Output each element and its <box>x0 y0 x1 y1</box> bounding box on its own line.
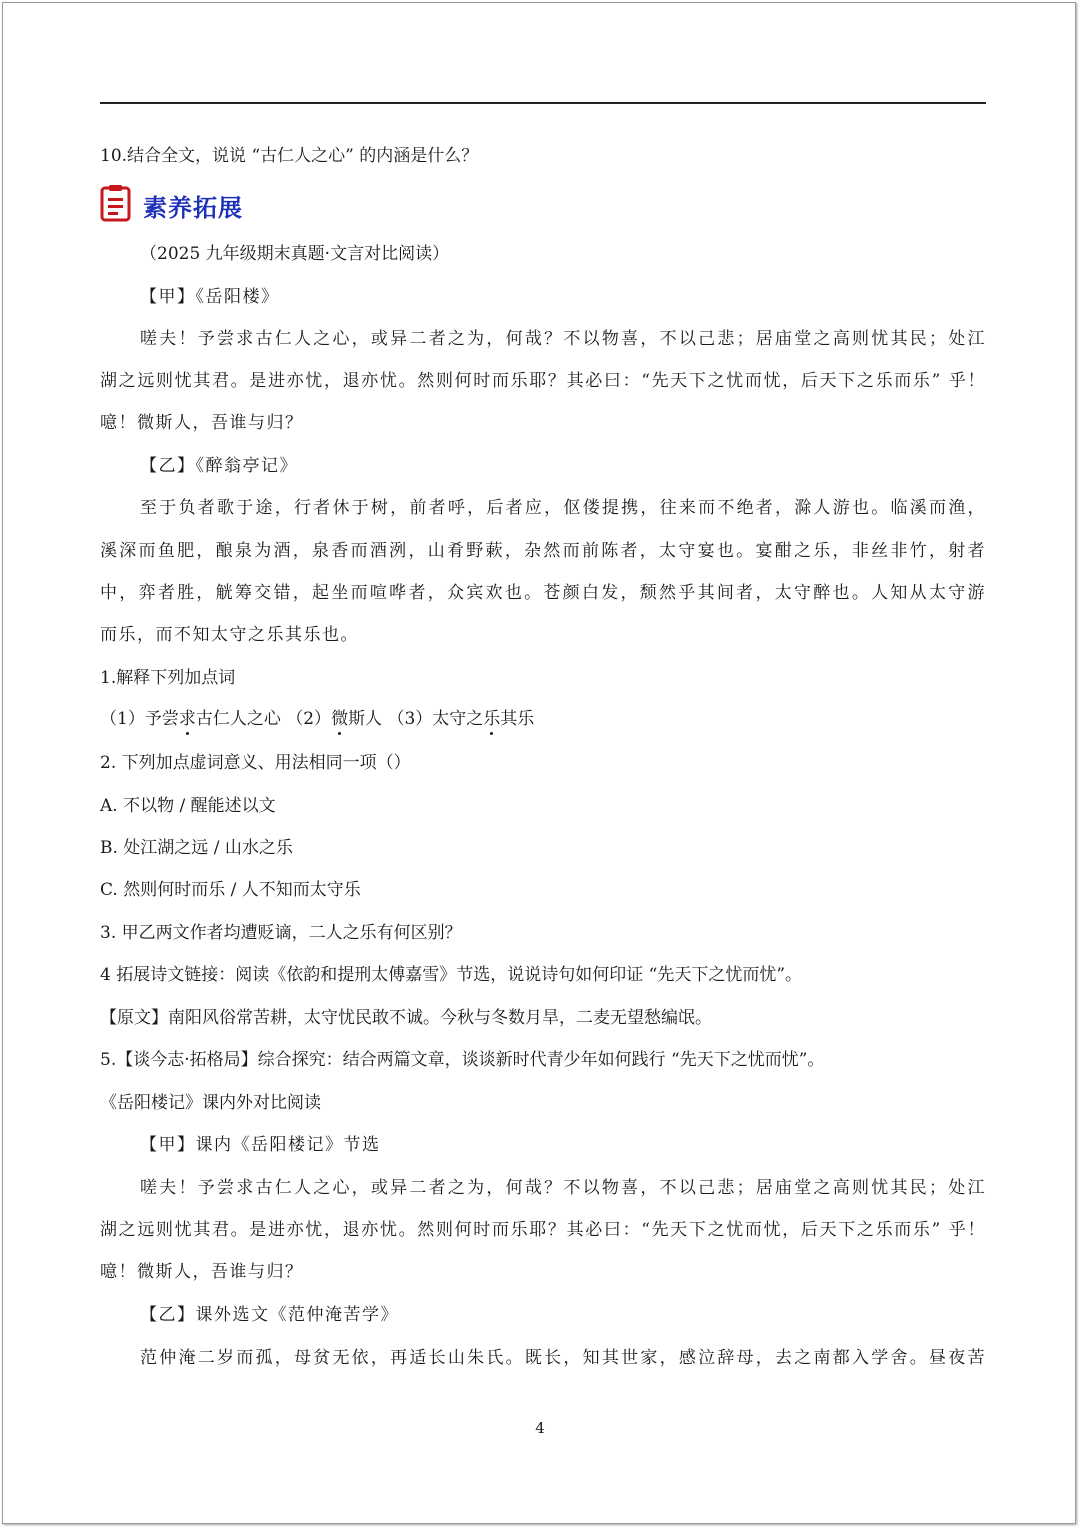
question-4: 4 拓展诗文链接：阅读《依韵和提刑太傅嘉雪》节选，说说诗句如何印证 “先天下之忧而忧”。 <box>100 965 803 985</box>
item-text: 斯人 <box>348 709 388 729</box>
item-text: （1）予尝 <box>100 709 179 729</box>
passage-yi2-line: 范仲淹二岁而孤，母贫无依，再适长山朱氏。既长，知其世家，感泣辞母，去之南都入学舍。昼夜苦 <box>140 1348 986 1368</box>
passage-jia2-line: 湖之远则忧其君。是进亦忧，退亦忧。然则何时而乐耶？其必曰：“先天下之忧而忧，后天下之乐而乐” 乎！ <box>100 1220 986 1240</box>
question-2: 2. 下列加点虚词意义、用法相同一项（） <box>100 753 411 773</box>
passage-jia2-title: 【甲】课内《岳阳楼记》节选 <box>140 1135 381 1155</box>
option-a: A. 不以物 / 醒能述以文 <box>100 796 276 816</box>
header-rule <box>100 102 986 104</box>
passage-yi-title: 【乙】《醉翁亭记》 <box>140 456 298 476</box>
question-3: 3. 甲乙两文作者均遭贬谪，二人之乐有何区别？ <box>100 923 462 943</box>
section-title: 素养拓展 <box>143 194 243 222</box>
option-b: B. 处江湖之远 / 山水之乐 <box>100 838 293 858</box>
passage-yi-line: 溪深而鱼肥，酿泉为酒，泉香而酒洌，山肴野蔌，杂然而前陈者，太守宴也。宴酣之乐，非丝非竹，射者 <box>100 541 986 561</box>
document-page <box>2 2 1076 1524</box>
original-text: 【原文】南阳风俗常苦耕，太守忧民敢不诚。今秋与冬数月旱，二麦无望愁编氓。 <box>100 1008 712 1028</box>
passage-yi-line: 而乐，而不知太守之乐其乐也。 <box>100 625 359 645</box>
source-note: （2025 九年级期末真题·文言对比阅读） <box>140 244 450 264</box>
question-1: 1.解释下列加点词 <box>100 668 236 688</box>
passage-yi-line: 至于负者歌于途，行者休于树，前者呼，后者应，伛偻提携，往来而不绝者，滁人游也。临溪而渔， <box>140 498 986 518</box>
question-5: 5.【谈今志·拓格局】综合探究：结合两篇文章，谈谈新时代青少年如何践行 “先天下之忧而忧”。 <box>100 1050 825 1070</box>
passage-jia-title: 【甲】《岳阳楼》 <box>140 287 280 307</box>
passage-jia-line: 湖之远则忧其君。是进亦忧，退亦忧。然则何时而乐耶？其必曰：“先天下之忧而忧，后天下之乐而乐” 乎！ <box>100 371 986 391</box>
question-10: 10.结合全文，说说 “古仁人之心” 的内涵是什么？ <box>100 146 479 166</box>
dotted-word: 乐 <box>483 709 501 729</box>
compare-reading-title: 《岳阳楼记》课内外对比阅读 <box>100 1093 321 1113</box>
document-list-icon <box>100 184 132 226</box>
question-1-items <box>100 707 534 731</box>
option-c: C. 然则何时而乐 / 人不知而太守乐 <box>100 880 361 900</box>
item-text: （2） <box>286 709 332 729</box>
item-text: （3）太守之 <box>387 709 484 729</box>
dotted-word: 微 <box>331 709 349 729</box>
passage-jia-line: 嗟夫！予尝求古仁人之心，或异二者之为，何哉？不以物喜，不以己悲；居庙堂之高则忧其民；处江 <box>140 329 986 349</box>
passage-jia-line: 噫！微斯人，吾谁与归？ <box>100 413 304 433</box>
item-text: 其乐 <box>500 709 535 729</box>
passage-jia2-line: 嗟夫！予尝求古仁人之心，或异二者之为，何哉？不以物喜，不以己悲；居庙堂之高则忧其民；处江 <box>140 1178 986 1198</box>
passage-yi-line: 中，弈者胜，觥筹交错，起坐而喧哗者，众宾欢也。苍颜白发，颓然乎其间者，太守醉也。人知从太守游 <box>100 583 986 603</box>
page-number: 4 <box>535 1419 545 1437</box>
dotted-word: 求 <box>178 709 196 729</box>
passage-jia2-line: 噫！微斯人，吾谁与归？ <box>100 1262 304 1282</box>
passage-yi2-title: 【乙】课外选文《范仲淹苦学》 <box>140 1305 399 1325</box>
item-text: 古仁人之心 <box>195 709 287 729</box>
